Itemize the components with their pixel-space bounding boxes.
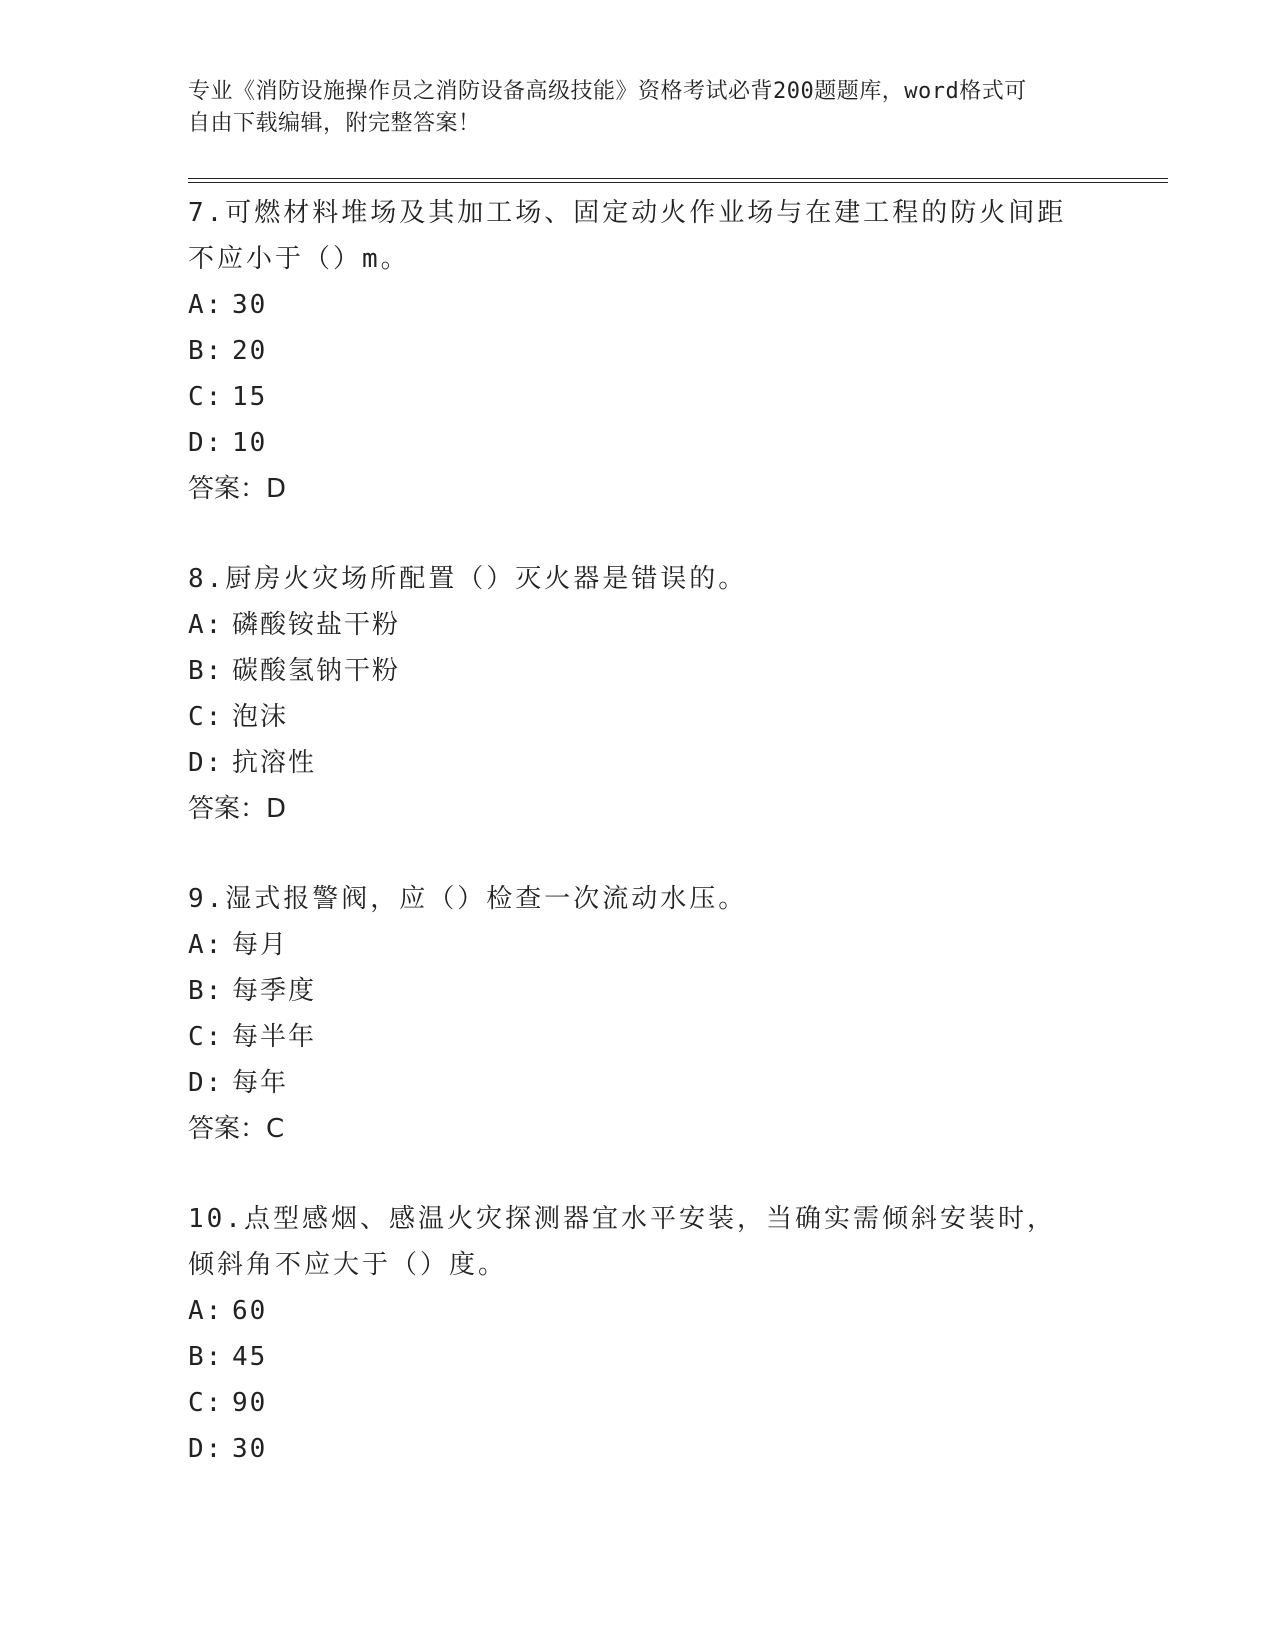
double-rule-divider: [188, 178, 1168, 183]
option-text: 每季度: [232, 976, 317, 1006]
option-letter: B:: [188, 656, 224, 686]
option-b: [188, 968, 1088, 1014]
option-letter: B:: [188, 1342, 224, 1372]
question-list: [188, 190, 1088, 1472]
option-b: [188, 328, 1088, 374]
question-stem: 7.可燃材料堆场及其加工场、固定动火作业场与在建工程的防火间距不应小于（）m。: [188, 198, 1067, 274]
option-text: 20: [232, 336, 268, 366]
option-d: [188, 1060, 1088, 1106]
option-b: [188, 648, 1088, 694]
option-text: 45: [232, 1342, 268, 1372]
spacer: [188, 512, 1088, 556]
intro-text: 专业《消防设施操作员之消防设备高级技能》资格考试必背200题题库，word格式可自由下载编辑，附完整答案！: [188, 79, 1027, 136]
option-text: 60: [232, 1296, 268, 1326]
answer-line: 答案：D: [188, 794, 287, 824]
option-letter: C:: [188, 1388, 224, 1418]
question-10: [188, 1196, 1088, 1472]
option-letter: D:: [188, 1434, 224, 1464]
option-text: 磷酸铵盐干粉: [232, 610, 401, 640]
option-letter: C:: [188, 382, 224, 412]
option-d: [188, 1426, 1088, 1472]
question-7: [188, 190, 1088, 512]
option-text: 30: [232, 290, 268, 320]
option-text: 每月: [232, 930, 289, 960]
option-text: 抗溶性: [232, 748, 317, 778]
option-letter: D:: [188, 1068, 224, 1098]
question-9: [188, 876, 1088, 1152]
question-stem: 10.点型感烟、感温火灾探测器宜水平安装，当确实需倾斜安装时，倾斜角不应大于（）度。: [188, 1204, 1056, 1280]
option-letter: B:: [188, 976, 224, 1006]
question-8: [188, 556, 1088, 832]
option-b: [188, 1334, 1088, 1380]
answer-line: 答案：D: [188, 474, 287, 504]
answer-line: 答案：C: [188, 1114, 285, 1144]
option-a: [188, 1288, 1088, 1334]
option-letter: D:: [188, 428, 224, 458]
option-letter: A:: [188, 610, 224, 640]
option-text: 15: [232, 382, 268, 412]
option-d: [188, 420, 1088, 466]
option-text: 每年: [232, 1068, 289, 1098]
spacer: [188, 1152, 1088, 1196]
option-c: [188, 694, 1088, 740]
question-stem: 8.厨房火灾场所配置（）灭火器是错误的。: [188, 564, 748, 594]
option-text: 90: [232, 1388, 268, 1418]
document-page: [188, 0, 1168, 1650]
option-text: 10: [232, 428, 268, 458]
option-letter: C:: [188, 1022, 224, 1052]
spacer: [188, 832, 1088, 876]
option-letter: A:: [188, 290, 224, 320]
option-letter: D:: [188, 748, 224, 778]
option-c: [188, 1380, 1088, 1426]
question-stem: 9.湿式报警阀，应（）检查一次流动水压。: [188, 884, 748, 914]
option-text: 每半年: [232, 1022, 317, 1052]
option-letter: A:: [188, 1296, 224, 1326]
option-a: [188, 922, 1088, 968]
option-text: 碳酸氢钠干粉: [232, 656, 401, 686]
option-a: [188, 282, 1088, 328]
option-c: [188, 1014, 1088, 1060]
option-text: 30: [232, 1434, 268, 1464]
option-c: [188, 374, 1088, 420]
option-d: [188, 740, 1088, 786]
option-text: 泡沫: [232, 702, 289, 732]
option-a: [188, 602, 1088, 648]
option-letter: B:: [188, 336, 224, 366]
option-letter: C:: [188, 702, 224, 732]
option-letter: A:: [188, 930, 224, 960]
